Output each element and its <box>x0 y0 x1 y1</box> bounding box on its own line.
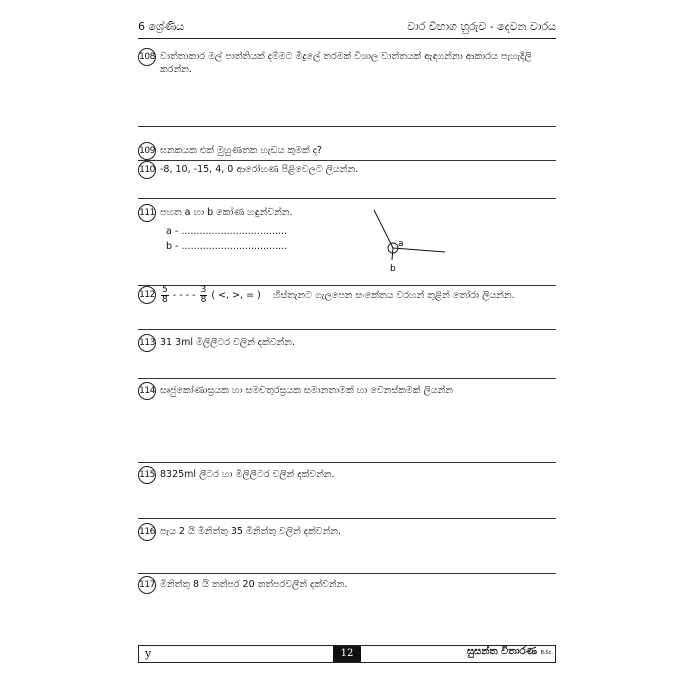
fraction-2-numerator: 3 <box>200 285 207 295</box>
answer-line-a <box>166 226 287 237</box>
question-text: පැය 2 යි මිනිත්තු 35 මිනිත්තු වලින් දක්වන්න. <box>160 526 341 537</box>
question-text: මිනිත්තු 8 යි තත්පර 20 තත්පරවලින් දක්වන්න. <box>160 579 348 590</box>
fraction-1-denominator: 8 <box>162 295 168 305</box>
answer-line-b <box>166 241 287 252</box>
author-logo <box>467 646 553 657</box>
fraction-1 <box>161 286 169 305</box>
question-text: -8, 10, -15, 4, 0 ආරෝහණ පිළිවෙලට ලියන්න. <box>160 164 359 175</box>
angle-arm-1 <box>374 210 393 248</box>
angle-arm-3 <box>392 248 393 260</box>
question-number: 110 <box>138 161 156 179</box>
angle-label-a: a <box>398 239 404 249</box>
question-text: පහත a හා b කෝණ හඳුන්වන්න. <box>160 207 293 218</box>
exam-title: වාර විභාග හුරුව - දෙවන වාරය <box>407 20 556 33</box>
question-111 <box>138 204 556 284</box>
dots-b: ................................... <box>181 241 288 252</box>
angle-label-b: b <box>390 264 396 274</box>
question-108 <box>138 48 556 108</box>
blank-dashes: - - - - <box>172 290 196 301</box>
dots-a: ................................... <box>181 226 288 237</box>
label-b: b - <box>166 241 179 252</box>
question-number: 115 <box>138 466 156 484</box>
author-degree: B.Sc. <box>540 650 553 656</box>
author-name: සුසන්ත විතාරණ <box>466 646 537 657</box>
label-a: a - <box>166 226 179 237</box>
question-number: 114 <box>138 382 156 400</box>
angle-diagram <box>366 208 456 274</box>
fraction-1-numerator: 5 <box>162 285 168 295</box>
fraction-2-denominator: 8 <box>200 295 207 305</box>
question-text: සෘජුකෝණාස්‍රයක හා සමචතුරස්‍රයක සමානතාමක් හා වෙනස්කමක් ලියන්න <box>160 385 454 396</box>
page-header <box>138 18 556 38</box>
question-text: ඝනකයක එක් මුහුණතක හැඩය කුමක් ද? <box>160 145 322 156</box>
answer-divider <box>138 573 556 574</box>
fraction-2 <box>200 286 208 305</box>
question-number: 108 <box>138 48 156 66</box>
question-number: 117 <box>138 576 156 594</box>
answer-divider <box>138 198 556 199</box>
footer-letter: y <box>145 647 152 660</box>
question-text: 8325ml ලීටර හා මිලිලීටර වලින් දක්වන්න. <box>160 469 335 480</box>
question-number: 111 <box>138 204 156 222</box>
answer-divider <box>138 462 556 463</box>
answer-divider <box>138 160 556 161</box>
question-number: 116 <box>138 523 156 541</box>
answer-divider <box>138 378 556 379</box>
answer-divider <box>138 329 556 330</box>
question-number: 113 <box>138 334 156 352</box>
answer-divider <box>138 518 556 519</box>
page-footer <box>138 645 556 663</box>
answer-divider <box>138 126 556 127</box>
question-text: වාත්තාකාර මල් පාත්තියක් දම්මට මීදුලේ තරමක් විශාල වාත්තයක් ඇඳගන්නා ආකාරය පැහැදිලි කරන්න. <box>160 51 532 75</box>
symbol-options: ( <, >, = ) <box>211 290 261 301</box>
grade-label: 6 ශ්‍රේණිය <box>138 20 185 33</box>
question-number: 109 <box>138 142 156 160</box>
worksheet-page <box>138 18 556 663</box>
question-text: හිස්තැනට ගැලපෙන සංකේතය වරහන් තුළින් තෝරා ලියන්න. <box>272 290 515 301</box>
header-divider <box>138 38 556 39</box>
question-text: 31 3ml මිලිලීටර වලින් දක්වන්න. <box>160 337 296 348</box>
question-number: 112 <box>138 286 156 304</box>
page-number: 12 <box>333 646 361 662</box>
question-text-row <box>160 286 556 305</box>
